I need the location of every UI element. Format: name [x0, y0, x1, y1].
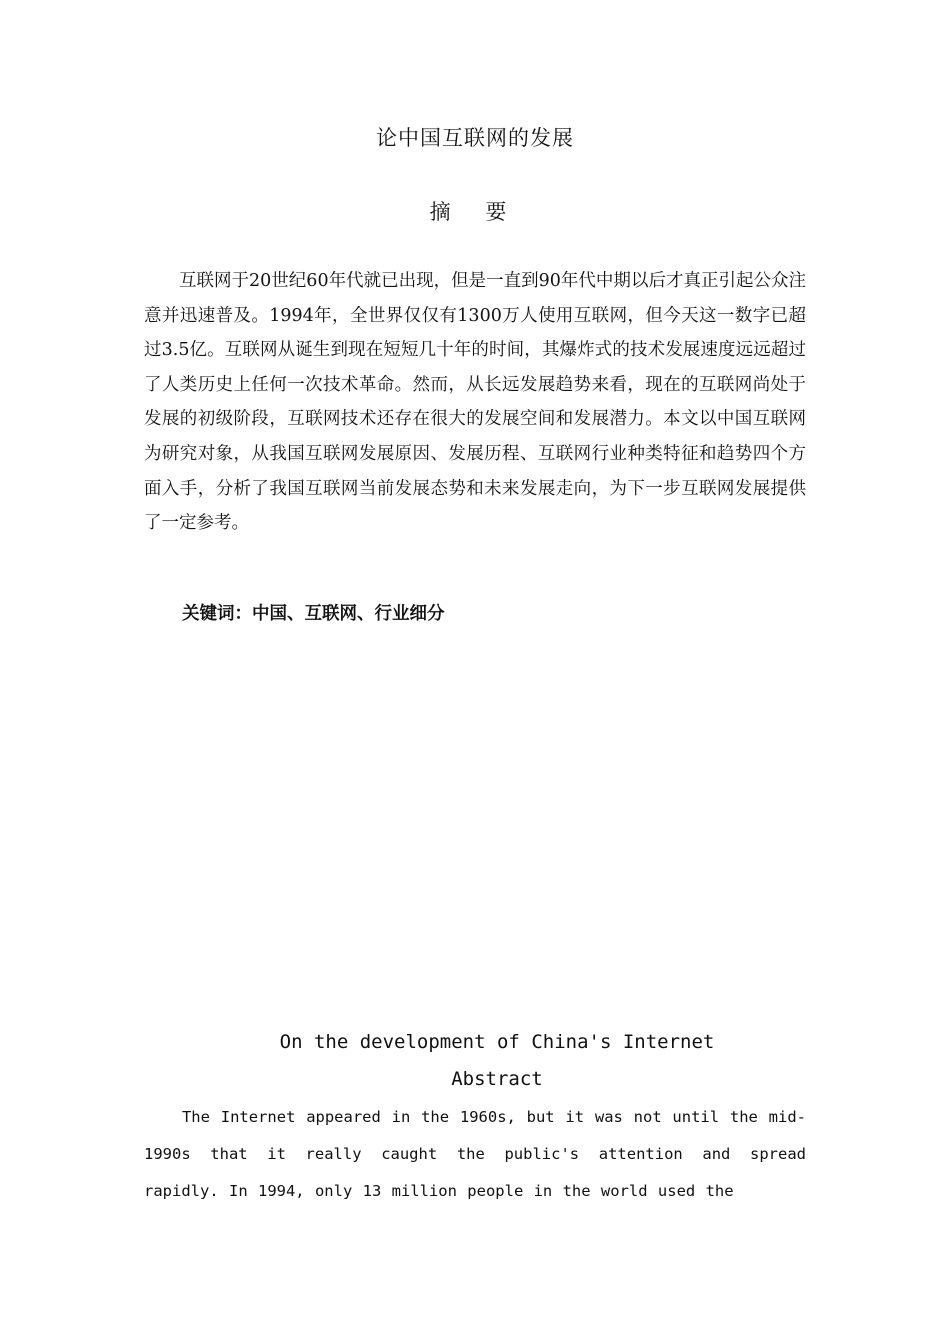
chinese-abstract-body: 互联网于20世纪60年代就已出现，但是一直到90年代中期以后才真正引起公众注意并迅速普及。1994年，全世界仅仅有1300万人使用互联网，但今天这一数字已超过3.5亿。互联网从诞生到现在短短几十年的时间，其爆炸式的技术发展速度远远超过了人类历史上任何一次技术革命。然而，从长远发展趋势来看，现在的互联网尚处于发展的初级阶段，互联网技术还存在很大的发展空间和发展潜力。本文以中国互联网为研究对象，从我国互联网发展原因、发展历程、互联网行业种类特征和趋势四个方面入手，分析了我国互联网当前发展态势和未来发展走向，为下一步互联网发展提供了一定参考。 [144, 271, 806, 534]
english-title: On the development of China's Internet [279, 1031, 715, 1053]
english-abstract-body: The Internet appeared in the 1960s, but it was not until the mid-1990s that it really caught the public's attention and spread rapidly. In 1994, only 13 million people in the world used the [144, 1108, 806, 1200]
chinese-title: 论中国互联网的发展 [376, 126, 574, 150]
english-abstract-heading: Abstract [451, 1068, 543, 1090]
chinese-keywords: 关键词：中国、互联网、行业细分 [182, 604, 445, 624]
chinese-abstract-heading: 摘 要 [429, 200, 521, 224]
